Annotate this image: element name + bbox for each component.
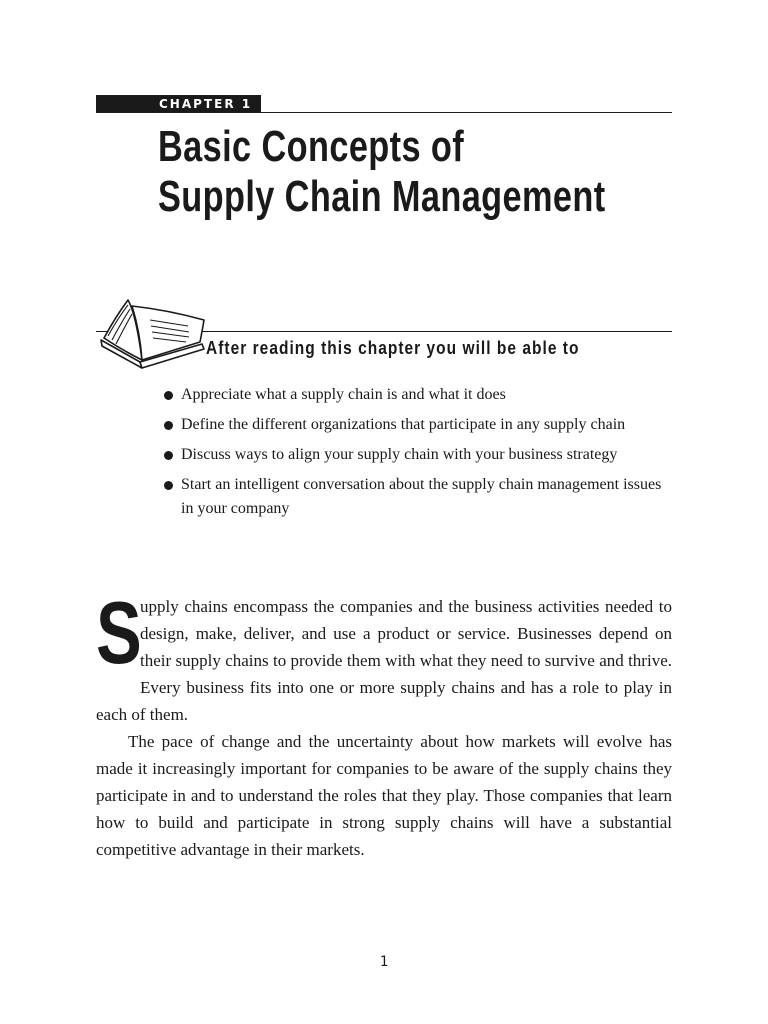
open-book-icon [98,296,210,374]
body-text [96,583,672,863]
chapter-title-line2: Supply Chain Management [158,172,606,221]
paragraph-2: The pace of change and the uncertainty about how markets will evolve has made it increasingly important for companies to be aware of the supply chains they participate in and to understand the roles that they play. Those companies that learn how to build and participate in strong supply chains will have a substantial competitive advantage in their markets. [96,732,672,859]
chapter-title-line1: Basic Concepts of [158,122,465,171]
list-item: Start an intelligent conversation about the supply chain management issues in your company [160,473,672,521]
chapter-header [96,95,672,113]
list-item: Discuss ways to align your supply chain with your business strategy [160,443,672,467]
drop-cap: S [96,583,142,682]
chapter-title [158,122,704,222]
list-item: Define the different organizations that participate in any supply chain [160,413,672,437]
chapter-rule [261,112,672,113]
objectives-heading: After reading this chapter you will be able to [206,338,580,358]
objectives-list [160,383,672,527]
list-item: Appreciate what a supply chain is and what it does [160,383,672,407]
chapter-label: CHAPTER 1 [96,95,261,113]
page-number: 1 [379,954,389,970]
paragraph-1-text: upply chains encompass the companies and the business activities needed to design, make, deliver, and use a product or service. Businesses depend on their supply chains to provide them with what they need to survive and thrive. Every business fits into one or more supply chains and has a role to play in each of them. [96,597,672,724]
paragraph-1 [96,583,672,728]
